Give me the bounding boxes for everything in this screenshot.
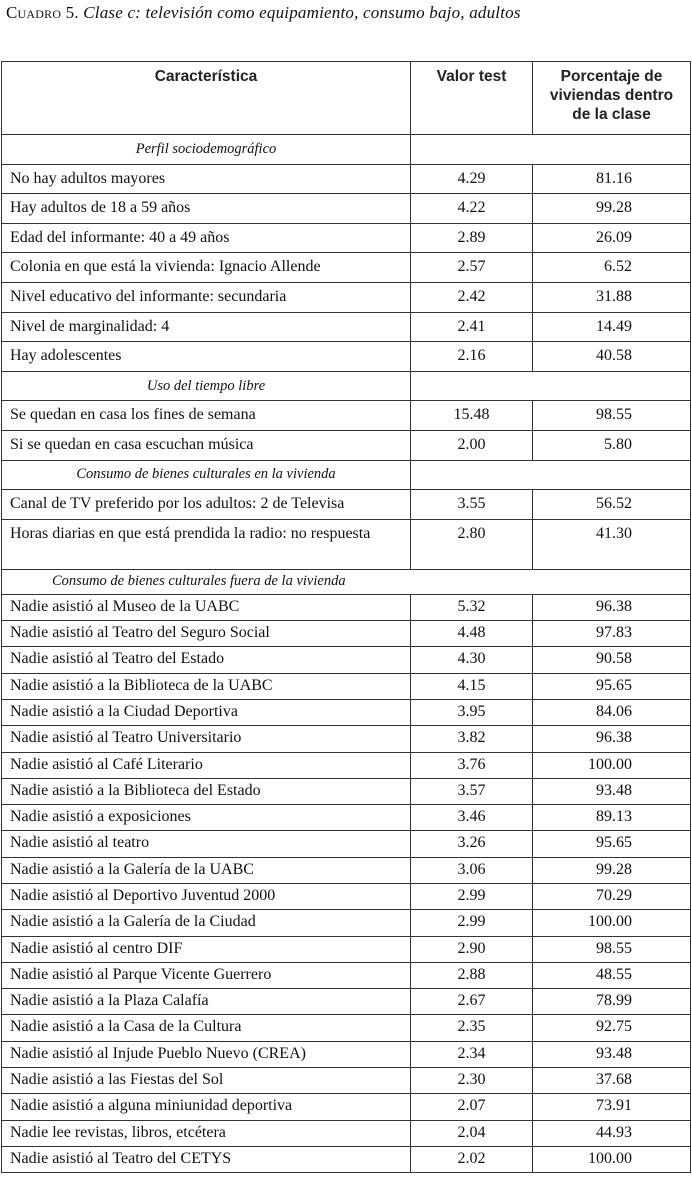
row-percentage: 89.13 [533,805,691,831]
row-test-value: 5.32 [411,594,533,620]
row-label: Hay adultos de 18 a 59 años [2,194,411,224]
table-row [2,401,691,431]
table-row [2,726,691,752]
row-label: Nadie asistió al teatro [2,831,411,857]
row-percentage: 95.65 [533,831,691,857]
header-test-value: Valor test [411,62,533,135]
row-percentage: 93.48 [533,1041,691,1067]
row-test-value: 4.48 [411,621,533,647]
row-label: Nadie asistió al Teatro Universitario [2,726,411,752]
row-test-value: 2.00 [411,430,533,460]
row-percentage: 37.68 [533,1068,691,1094]
row-label: Nadie asistió a la Plaza Calafía [2,989,411,1015]
row-test-value: 2.02 [411,1146,533,1172]
table-row [2,805,691,831]
row-percentage: 90.58 [533,647,691,673]
row-test-value: 2.99 [411,910,533,936]
table-row [2,1146,691,1172]
row-test-value: 3.46 [411,805,533,831]
table-row [2,1015,691,1041]
row-test-value: 2.04 [411,1120,533,1146]
row-test-value: 3.06 [411,857,533,883]
row-label: Nadie asistió a alguna miniunidad deportiva [2,1094,411,1120]
row-percentage: 14.49 [533,312,691,342]
row-test-value: 2.88 [411,962,533,988]
caption-title: Clase c: televisión como equipamiento, consumo bajo, adultos [83,3,521,22]
section-spacer [411,135,691,165]
row-test-value: 15.48 [411,401,533,431]
row-percentage: 100.00 [533,1146,691,1172]
section-row [2,135,691,165]
row-percentage: 81.16 [533,164,691,194]
row-percentage: 56.52 [533,490,691,520]
row-label: Nadie lee revistas, libros, etcétera [2,1120,411,1146]
row-test-value: 2.35 [411,1015,533,1041]
row-test-value: 2.16 [411,342,533,372]
row-label: No hay adultos mayores [2,164,411,194]
row-percentage: 31.88 [533,282,691,312]
row-test-value: 3.82 [411,726,533,752]
section-row [2,569,691,594]
table-row [2,936,691,962]
row-label: Edad del informante: 40 a 49 años [2,223,411,253]
row-test-value: 2.57 [411,253,533,283]
row-test-value: 3.26 [411,831,533,857]
table-row [2,194,691,224]
row-label: Si se quedan en casa escuchan música [2,430,411,460]
row-test-value: 2.67 [411,989,533,1015]
row-percentage: 100.00 [533,752,691,778]
row-percentage: 95.65 [533,673,691,699]
row-test-value: 2.42 [411,282,533,312]
table-caption [6,3,521,23]
header-characteristic: Característica [2,62,411,135]
row-label: Colonia en que está la vivienda: Ignacio Allende [2,253,411,283]
row-label: Nadie asistió al Teatro del Estado [2,647,411,673]
row-percentage: 98.55 [533,401,691,431]
row-label: Nadie asistió a la Biblioteca del Estado [2,778,411,804]
row-percentage: 40.58 [533,342,691,372]
row-label: Nadie asistió al Teatro del Seguro Social [2,621,411,647]
table-row [2,778,691,804]
row-percentage: 26.09 [533,223,691,253]
table-row [2,752,691,778]
table-row [2,910,691,936]
row-label: Nadie asistió al Deportivo Juventud 2000 [2,883,411,909]
row-test-value: 2.80 [411,519,533,569]
row-label: Nadie asistió al Teatro del CETYS [2,1146,411,1172]
section-row [2,371,691,401]
row-label: Nadie asistió al Museo de la UABC [2,594,411,620]
section-spacer [411,371,691,401]
table-row [2,962,691,988]
row-test-value: 3.57 [411,778,533,804]
row-percentage: 44.93 [533,1120,691,1146]
row-label: Nadie asistió a las Fiestas del Sol [2,1068,411,1094]
section-title: Perfil sociodemográfico [2,135,411,165]
section-spacer [411,460,691,490]
row-label: Nadie asistió al Parque Vicente Guerrero [2,962,411,988]
row-label: Hay adolescentes [2,342,411,372]
table-row [2,430,691,460]
table-row [2,1120,691,1146]
table-row [2,1068,691,1094]
row-percentage: 99.28 [533,857,691,883]
row-label: Nadie asistió a la Biblioteca de la UABC [2,673,411,699]
table-row [2,647,691,673]
row-test-value: 4.30 [411,647,533,673]
row-percentage: 96.38 [533,594,691,620]
row-percentage: 70.29 [533,883,691,909]
table-row [2,1041,691,1067]
row-label: Nadie asistió a la Galería de la UABC [2,857,411,883]
row-percentage: 78.99 [533,989,691,1015]
row-percentage: 100.00 [533,910,691,936]
table-row [2,989,691,1015]
table-row [2,621,691,647]
row-label: Nadie asistió a la Ciudad Deportiva [2,699,411,725]
row-percentage: 99.28 [533,194,691,224]
row-label: Nadie asistió a la Casa de la Cultura [2,1015,411,1041]
row-label: Horas diarias en que está prendida la radio: no respuesta [2,519,411,569]
table-row [2,519,691,569]
table-row [2,312,691,342]
row-label: Nadie asistió al Café Literario [2,752,411,778]
row-test-value: 4.15 [411,673,533,699]
section-title: Consumo de bienes culturales fuera de la vivienda [2,569,691,594]
row-label: Nivel educativo del informante: secundaria [2,282,411,312]
row-percentage: 92.75 [533,1015,691,1041]
row-test-value: 4.29 [411,164,533,194]
row-label: Canal de TV preferido por los adultos: 2 de Televisa [2,490,411,520]
row-label: Nadie asistió a la Galería de la Ciudad [2,910,411,936]
row-test-value: 3.55 [411,490,533,520]
table-row [2,831,691,857]
row-test-value: 3.76 [411,752,533,778]
row-test-value: 3.95 [411,699,533,725]
data-table [1,61,691,1173]
row-percentage: 98.55 [533,936,691,962]
table-row [2,673,691,699]
row-percentage: 6.52 [533,253,691,283]
row-test-value: 4.22 [411,194,533,224]
table-row [2,490,691,520]
header-percentage: Porcentaje de viviendas dentro de la clase [533,62,691,135]
row-percentage: 48.55 [533,962,691,988]
table-row [2,223,691,253]
table-row [2,883,691,909]
table-row [2,594,691,620]
section-row [2,460,691,490]
row-percentage: 5.80 [533,430,691,460]
table-row [2,253,691,283]
row-label: Nivel de marginalidad: 4 [2,312,411,342]
row-percentage: 97.83 [533,621,691,647]
row-percentage: 84.06 [533,699,691,725]
table-row [2,857,691,883]
row-test-value: 2.90 [411,936,533,962]
header-row [2,62,691,135]
row-test-value: 2.89 [411,223,533,253]
section-title: Consumo de bienes culturales en la vivienda [2,460,411,490]
row-test-value: 2.30 [411,1068,533,1094]
row-label: Nadie asistió al centro DIF [2,936,411,962]
row-test-value: 2.34 [411,1041,533,1067]
row-label: Nadie asistió a exposiciones [2,805,411,831]
row-percentage: 73.91 [533,1094,691,1120]
row-test-value: 2.41 [411,312,533,342]
caption-number: Cuadro 5. [6,3,79,22]
row-test-value: 2.07 [411,1094,533,1120]
row-label: Se quedan en casa los fines de semana [2,401,411,431]
table-row [2,342,691,372]
table-row [2,1094,691,1120]
row-percentage: 41.30 [533,519,691,569]
table-row [2,699,691,725]
table-row [2,164,691,194]
row-label: Nadie asistió al Injude Pueblo Nuevo (CREA) [2,1041,411,1067]
table-row [2,282,691,312]
row-percentage: 93.48 [533,778,691,804]
section-title: Uso del tiempo libre [2,371,411,401]
table-body [2,135,691,1173]
row-test-value: 2.99 [411,883,533,909]
row-percentage: 96.38 [533,726,691,752]
